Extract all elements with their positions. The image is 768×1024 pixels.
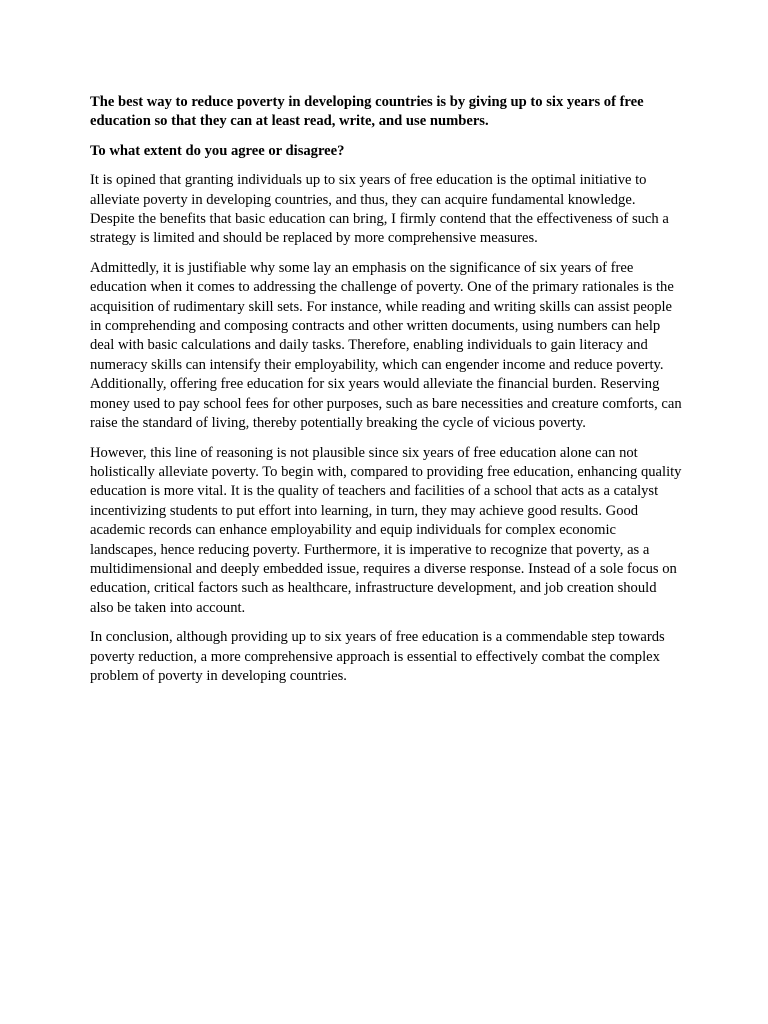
paragraph-conclusion: In conclusion, although providing up to six years of free education is a commendable step towards poverty reduction, a more comprehensive approach is essential to effectively combat the complex problem of poverty in developing countries. <box>90 629 665 684</box>
essay-prompt: The best way to reduce poverty in developing countries is by giving up to six years of free education so that they can at least read, write, and use numbers. <box>90 94 644 130</box>
document-page <box>90 93 682 696</box>
paragraph-body-1: Admittedly, it is justifiable why some lay an emphasis on the significance of six years of free education when it comes to addressing the challenge of poverty. One of the primary rationales is the acquisition of rudimentary skill sets. For instance, while reading and writing skills can assist people in comprehending and composing contracts and other written documents, using numbers can help deal with basic calculations and daily tasks. Therefore, enabling individuals to gain literacy and numeracy skills can intensify their employability, which can engender income and reduce poverty. Additionally, offering free education for six years would alleviate the financial burden. Reserving money used to pay school fees for other purposes, such as bare necessities and creature comforts, can raise the standard of living, thereby potentially breaking the cycle of vicious poverty. <box>90 259 682 432</box>
paragraph-body-2: However, this line of reasoning is not plausible since six years of free education alone can not holistically alleviate poverty. To begin with, compared to providing free education, enhancing quality education is more vital. It is the quality of teachers and facilities of a school that acts as a catalyst incentivizing students to put effort into learning, in turn, they may achieve good results. Good academic records can enhance employability and equip individuals for complex economic landscapes, hence reducing poverty. Furthermore, it is imperative to recognize that poverty, as a multidimensional and deeply embedded issue, requires a diverse response. Instead of a sole focus on education, critical factors such as healthcare, infrastructure development, and job creation should also be taken into account. <box>90 444 682 616</box>
essay-question: To what extent do you agree or disagree? <box>90 142 345 159</box>
paragraph-introduction: It is opined that granting individuals up to six years of free education is the optimal initiative to alleviate poverty in developing countries, and thus, they can acquire fundamental knowledge. Despite the benefits that basic education can bring, I firmly contend that the effectiveness of such a strategy is limited and should be replaced by more comprehensive measures. <box>90 172 669 247</box>
